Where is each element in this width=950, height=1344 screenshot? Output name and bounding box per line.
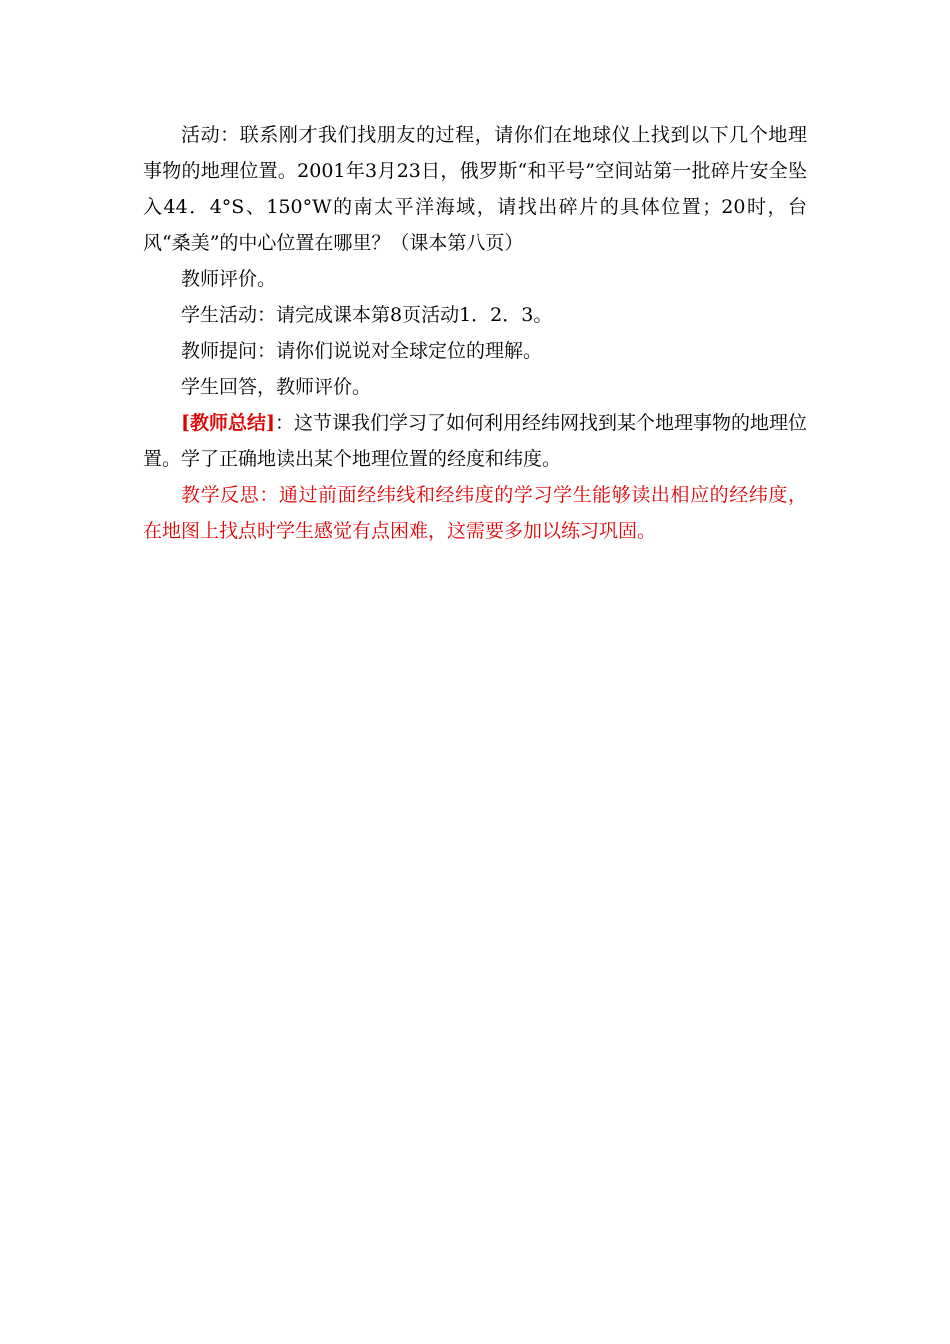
paragraph-teacher-question: 教师提问：请你们说说对全球定位的理解。 <box>181 340 543 362</box>
summary-label: [教师总结] <box>181 412 275 434</box>
paragraph-activity: 活动：联系刚才我们找朋友的过程，请你们在地球仪上找到以下几个地理事物的地理位置。2001年3月23日，俄罗斯“和平号”空间站第一批碎片安全坠入44．4°S、150°W的南太平洋海域，请找出碎片的具体位置；20时，台风“桑美”的中心位置在哪里？（课本第八页） <box>143 124 807 254</box>
paragraph-teacher-summary <box>143 405 807 477</box>
summary-text: ：这节课我们学习了如何利用经纬网找到某个地理事物的地理位置。学了正确地读出某个地理位置的经度和纬度。 <box>143 412 807 470</box>
paragraph-student-answer: 学生回答，教师评价。 <box>181 376 372 398</box>
paragraph-teacher-evaluation: 教师评价。 <box>181 268 277 290</box>
paragraph-student-activity: 学生活动：请完成课本第8页活动1．2．3。 <box>181 304 553 326</box>
paragraph-teaching-reflection: 教学反思：通过前面经纬线和经纬度的学习学生能够读出相应的经纬度，在地图上找点时学生感觉有点困难，这需要多加以练习巩固。 <box>143 484 807 542</box>
document-body <box>143 117 807 549</box>
